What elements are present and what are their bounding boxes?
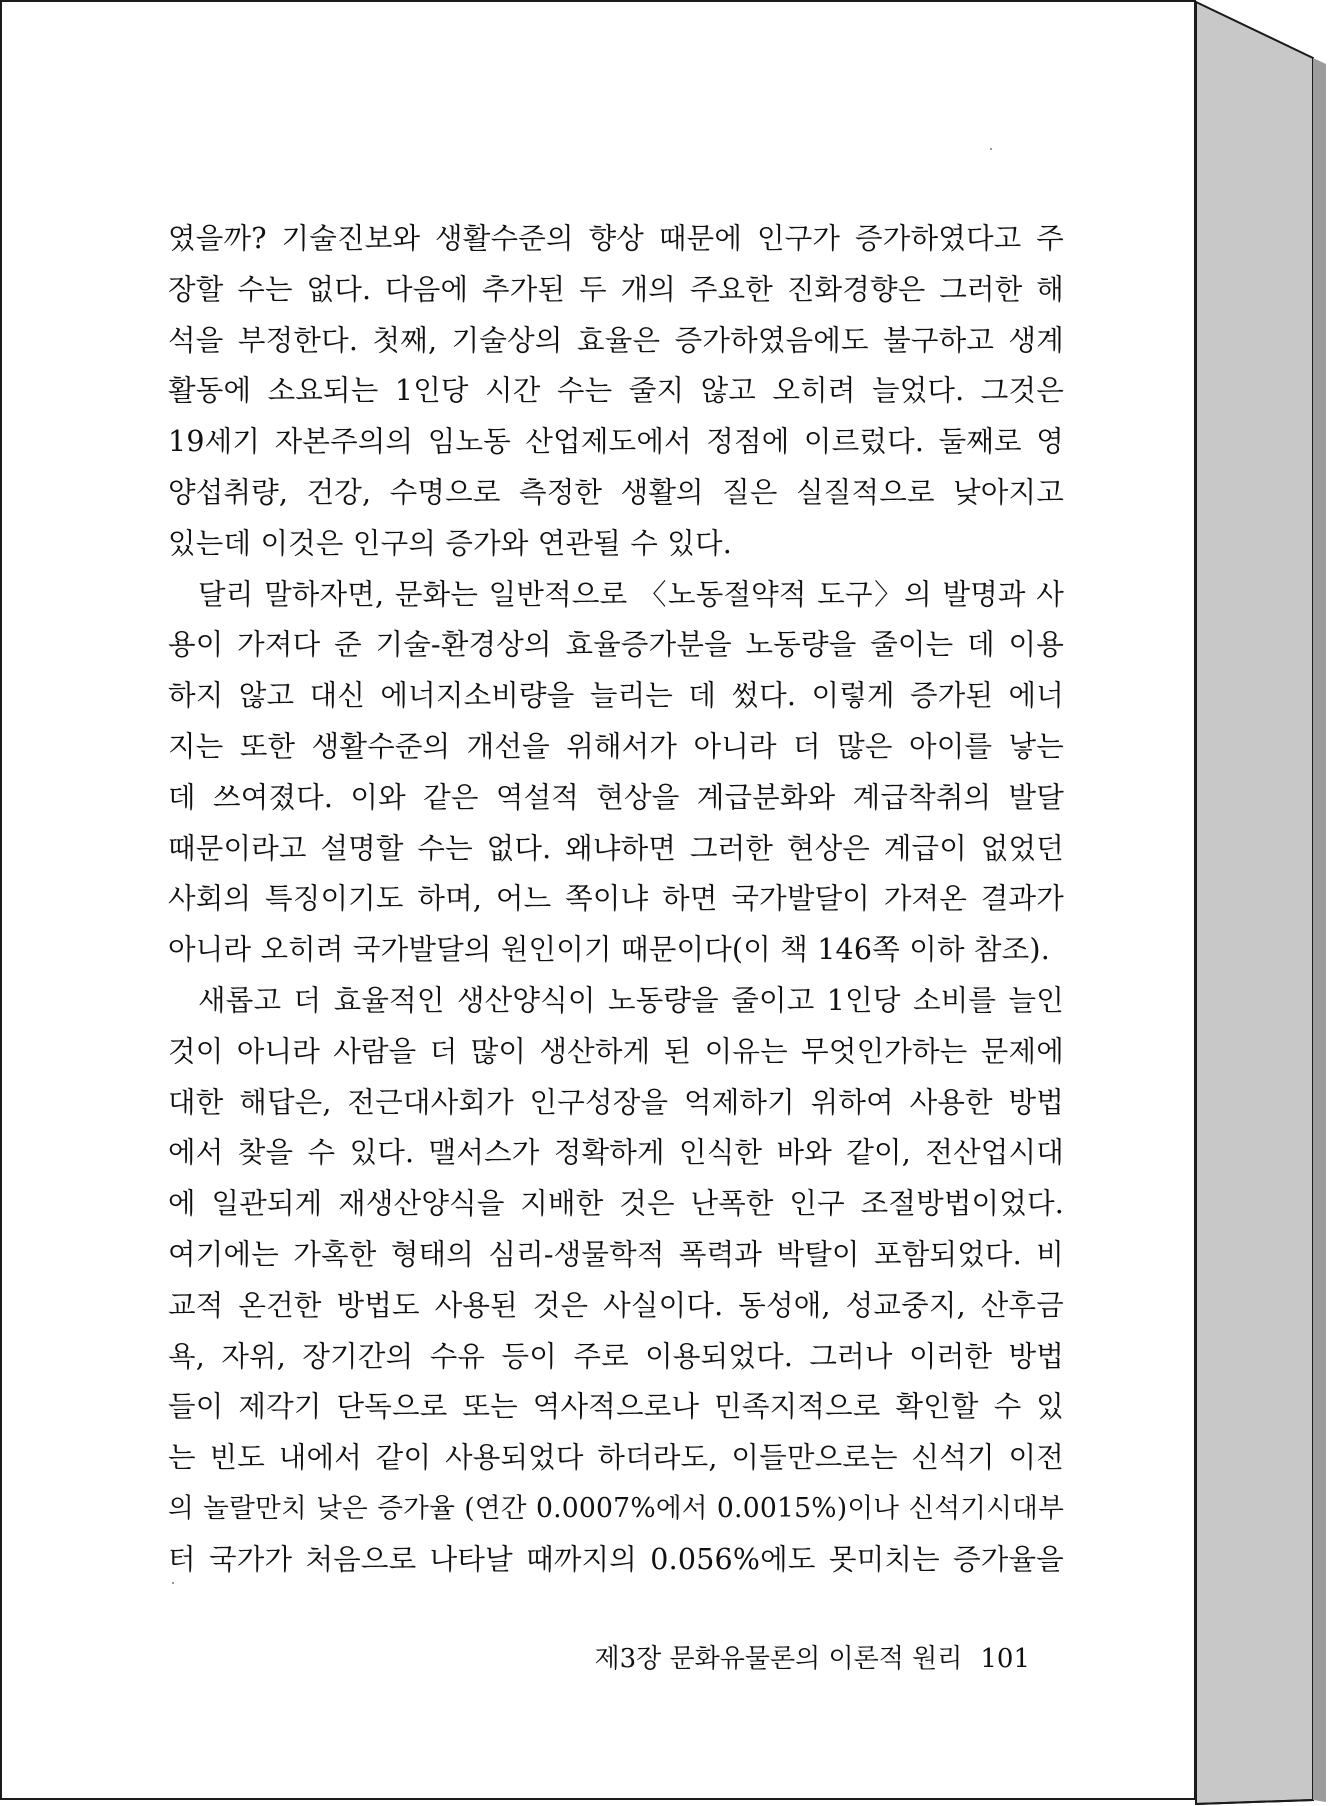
text-line: 데 쓰여졌다. 이와 같은 역설적 현상을 계급분화와 계급착취의 발달 <box>168 780 1064 814</box>
text-line: 에서 찾을 수 있다. 맬서스가 정확하게 인식한 바와 같이, 전산업시대 <box>168 1136 1064 1170</box>
text-line: 용이 가져다 준 기술-환경상의 효율증가분을 노동량을 줄이는 데 이용 <box>168 628 1064 662</box>
text-line: 들이 제각기 단독으로 또는 역사적으로나 민족지적으로 확인할 수 있 <box>168 1390 1064 1424</box>
text-line: 있는데 이것은 인구의 증가와 연관될 수 있다. <box>168 526 732 560</box>
text-line: 19세기 자본주의의 임노동 산업제도에서 정점에 이르렀다. 둘째로 영 <box>168 425 1064 459</box>
paragraph-2 <box>168 570 1064 976</box>
paragraph-1 <box>168 214 1064 570</box>
text-line: 터 국가가 처음으로 나타날 때까지의 0.056%에도 못미치는 증가율을 <box>168 1542 1064 1576</box>
text-line: 하지 않고 대신 에너지소비량을 늘리는 데 썼다. 이렇게 증가된 에너 <box>168 679 1064 713</box>
paragraph-3 <box>168 976 1064 1586</box>
text-line: 였을까? 기술진보와 생활수준의 향상 때문에 인구가 증가하였다고 주 <box>168 222 1064 255</box>
scan-speck <box>172 1582 174 1584</box>
text-line: 욕, 자위, 장기간의 수유 등이 주로 이용되었다. 그러나 이러한 방법 <box>168 1339 1064 1373</box>
text-line: 장할 수는 없다. 다음에 추가된 두 개의 주요한 진화경향은 그러한 해 <box>168 272 1064 306</box>
text-line: 여기에는 가혹한 형태의 심리-생물학적 폭력과 박탈이 포함되었다. 비 <box>168 1237 1064 1271</box>
text-line: 교적 온건한 방법도 사용된 것은 사실이다. 동성애, 성교중지, 산후금 <box>168 1288 1064 1322</box>
text-line: 에 일관되게 재생산양식을 지배한 것은 난폭한 인구 조절방법이었다. <box>168 1187 1064 1221</box>
text-line: 양섭취량, 건강, 수명으로 측정한 생활의 질은 실질적으로 낮아지고 <box>168 475 1064 509</box>
chapter-title: 제3장 문화유물론의 이론적 원리 <box>594 1644 963 1674</box>
text-line: 달리 말하자면, 문화는 일반적으로 〈노동절약적 도구〉의 발명과 사 <box>198 577 1064 611</box>
running-footer <box>595 1638 1031 1675</box>
text-line: 새롭고 더 효율적인 생산양식이 노동량을 줄이고 1인당 소비를 늘인 <box>198 983 1064 1017</box>
text-line: 것이 아니라 사람을 더 많이 생산하게 된 이유는 무엇인가하는 문제에 <box>168 1034 1064 1068</box>
body-text <box>168 214 1064 1586</box>
text-line: 사회의 특징이기도 하며, 어느 쪽이냐 하면 국가발달이 가져온 결과가 <box>168 882 1064 916</box>
text-line: 의 놀랄만치 낮은 증가율 (연간 0.0007%에서 0.0015%)이나 신석기시대부 <box>168 1492 1064 1524</box>
text-line: 활동에 소요되는 1인당 시간 수는 줄지 않고 오히려 늘었다. 그것은 <box>168 374 1064 408</box>
text-line: 는 빈도 내에서 같이 사용되었다 하더라도, 이들만으로는 신석기 이전 <box>168 1441 1064 1475</box>
scan-speck <box>990 148 992 150</box>
text-line: 아니라 오히려 국가발달의 원인이기 때문이다(이 책 146쪽 이하 참조). <box>168 933 1050 967</box>
text-line: 지는 또한 생활수준의 개선을 위해서가 아니라 더 많은 아이를 낳는 <box>168 729 1064 763</box>
text-line: 대한 해답은, 전근대사회가 인구성장을 억제하기 위하여 사용한 방법 <box>168 1085 1064 1119</box>
text-line: 석을 부정한다. 첫째, 기술상의 효율은 증가하였음에도 불구하고 생계 <box>168 323 1064 357</box>
page-number: 101 <box>980 1644 1030 1674</box>
text-line: 때문이라고 설명할 수는 없다. 왜냐하면 그러한 현상은 계급이 없었던 <box>168 831 1064 865</box>
